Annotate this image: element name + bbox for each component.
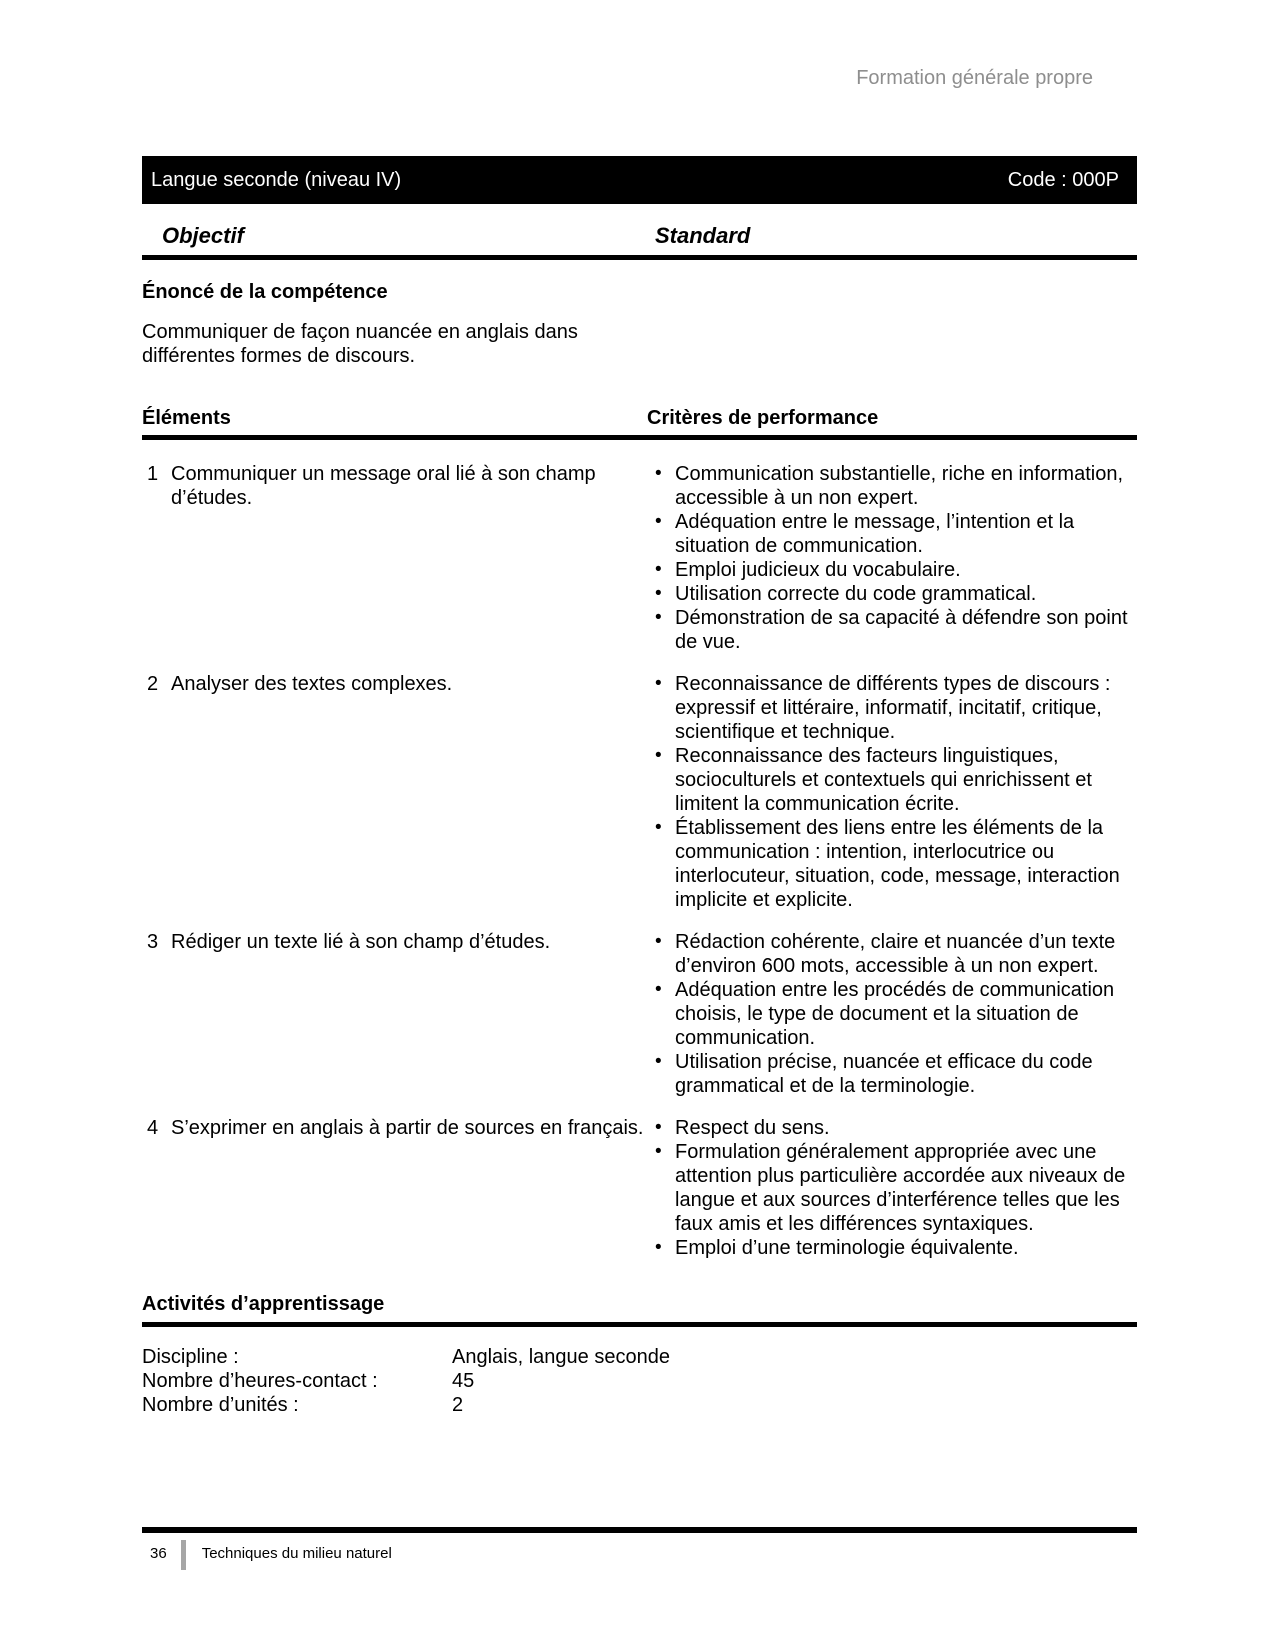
element-cell <box>142 930 647 1098</box>
element-cell <box>142 462 647 654</box>
criteria-item: • Emploi judicieux du vocabulaire. <box>653 558 1137 582</box>
element-row <box>142 1116 1137 1260</box>
detail-row <box>142 1369 1137 1393</box>
activities-details <box>142 1345 1137 1417</box>
page-number: 36 <box>150 1545 167 1562</box>
criteria-heading: Critères de performance <box>647 407 879 429</box>
criteria-item: • Communication substantielle, riche en information, accessible à un non expert. <box>653 462 1137 510</box>
element-cell <box>142 1116 647 1260</box>
criteria-item: • Rédaction cohérente, claire et nuancée d’un texte d’environ 600 mots, accessible à un non expert. <box>653 930 1137 978</box>
element-number: 4 <box>147 1117 159 1139</box>
detail-value: Anglais, langue seconde <box>452 1346 670 1368</box>
element-text: Communiquer un message oral lié à son champ d’études. <box>171 463 596 509</box>
detail-row <box>142 1393 1137 1417</box>
element-row <box>142 930 1137 1098</box>
footer-divider <box>181 1540 186 1570</box>
element-text: Analyser des textes complexes. <box>171 673 453 695</box>
criteria-item: • Emploi d’une terminologie équivalente. <box>653 1236 1137 1260</box>
criteria-list <box>647 672 1137 912</box>
footer-rule <box>142 1527 1137 1533</box>
detail-value: 45 <box>452 1370 475 1392</box>
detail-value: 2 <box>452 1394 464 1416</box>
criteria-item: • Adéquation entre le message, l’intention et la situation de communication. <box>653 510 1137 558</box>
criteria-item: • Démonstration de sa capacité à défendre son point de vue. <box>653 606 1137 654</box>
course-title-bar <box>142 156 1137 204</box>
element-number: 1 <box>147 463 159 485</box>
elements-criteria-header <box>142 406 1137 440</box>
element-row <box>142 462 1137 654</box>
running-header: Formation générale propre <box>856 67 1093 89</box>
detail-label: Nombre d’heures-contact : <box>142 1370 378 1392</box>
competence-heading: Énoncé de la compétence <box>142 281 388 303</box>
element-text: S’exprimer en anglais à partir de sources en français. <box>171 1117 644 1139</box>
footer-program: Techniques du milieu naturel <box>201 1545 392 1562</box>
course-code: Code : 000P <box>1007 169 1119 191</box>
activities-heading: Activités d’apprentissage <box>142 1292 1137 1327</box>
element-number: 3 <box>147 931 159 953</box>
criteria-item: • Utilisation précise, nuancée et efficace du code grammatical et de la terminologie. <box>653 1050 1137 1098</box>
detail-label: Nombre d’unités : <box>142 1394 299 1416</box>
objectif-heading: Objectif <box>162 223 244 248</box>
standard-heading: Standard <box>655 223 751 248</box>
detail-label: Discipline : <box>142 1346 239 1368</box>
element-text: Rédiger un texte lié à son champ d’études. <box>171 931 551 953</box>
footer-row <box>142 1544 1137 1570</box>
page-footer <box>142 1527 1137 1570</box>
criteria-list <box>647 930 1137 1098</box>
criteria-item: • Formulation généralement appropriée avec une attention plus particulière accordée aux niveaux de langue et aux sources d’interférence telles que les faux amis et les différences syntaxiques. <box>653 1140 1137 1236</box>
elements-table <box>142 462 1137 1260</box>
criteria-item: • Reconnaissance de différents types de discours : expressif et littéraire, informatif, incitatif, critique, scientifique et technique. <box>653 672 1137 744</box>
criteria-item: • Établissement des liens entre les éléments de la communication : intention, interlocutrice ou interlocuteur, situation, code, message, interaction implicite et explicite. <box>653 816 1137 912</box>
criteria-item: • Adéquation entre les procédés de communication choisis, le type de document et la situation de communication. <box>653 978 1137 1050</box>
criteria-item: • Reconnaissance des facteurs linguistiques, socioculturels et contextuels qui enrichissent et limitent la communication écrite. <box>653 744 1137 816</box>
objectif-standard-header <box>142 224 1137 260</box>
course-title: Langue seconde (niveau IV) <box>151 169 402 191</box>
competence-statement: Communiquer de façon nuancée en anglais dans différentes formes de discours. <box>142 321 578 367</box>
criteria-list <box>647 1116 1137 1260</box>
criteria-list <box>647 462 1137 654</box>
element-number: 2 <box>147 673 159 695</box>
detail-row <box>142 1345 1137 1369</box>
element-row <box>142 672 1137 912</box>
element-cell <box>142 672 647 912</box>
elements-heading: Éléments <box>142 407 231 429</box>
criteria-item: • Respect du sens. <box>653 1116 1137 1140</box>
criteria-item: • Utilisation correcte du code grammatical. <box>653 582 1137 606</box>
